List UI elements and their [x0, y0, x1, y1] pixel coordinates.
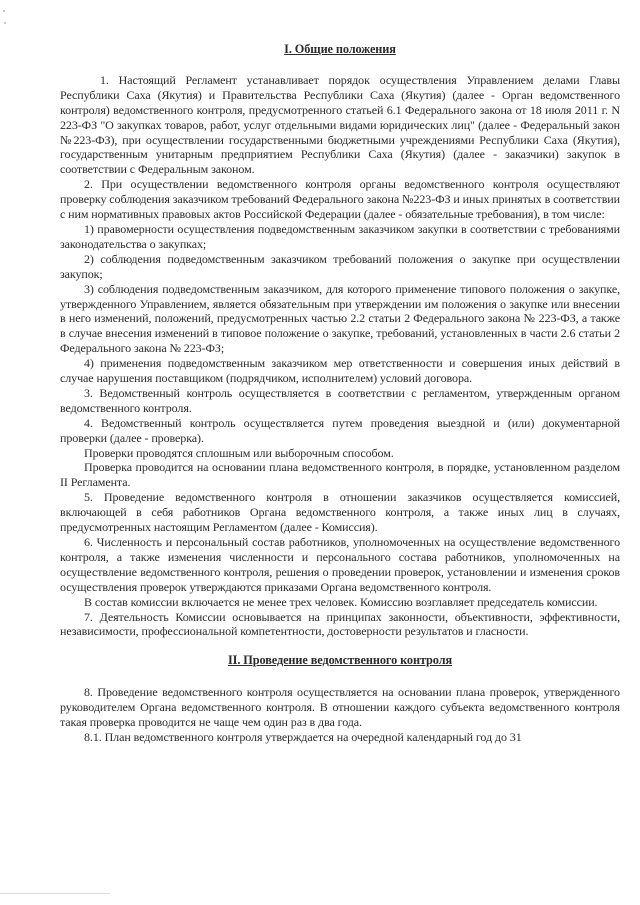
- scan-artifact: [3, 10, 5, 12]
- paragraph: 4. Ведомственный контроль осуществляется путем проведения выездной и (или) документарной проверки (далее - проверка).: [60, 415, 620, 445]
- paragraph: 2. При осуществлении ведомственного контроля органы ведомственного контроля осуществляют проверку соблюдения заказчиком требований Федерального закона №223-ФЗ и иных принятых в соответствии с ним нормативных правовых актов Российской Федерации (далее - обязательные требования), в том числе:: [60, 177, 620, 222]
- section-heading-control: II. Проведение ведомственного контроля: [227, 653, 453, 668]
- document-body: [60, 42, 620, 745]
- paragraph: 5. Проведение ведомственного контроля в отношении заказчиков осуществляется комиссией, включающей в себя работников Органа ведомственного контроля, а также иных лиц в случаях, предусмотренных настоящим Регламентом (далее - Комиссия).: [60, 490, 620, 535]
- paragraph: 8.1. План ведомственного контроля утверждается на очередной календарный год до 31: [84, 729, 522, 744]
- paragraph: 8. Проведение ведомственного контроля осуществляется на основании плана проверок, утвержденного руководителем Органа ведомственного контроля. В отношении каждого субъекта ведомственного контроля такая проверка проводится не чаще чем один раз в два года.: [60, 685, 620, 730]
- paragraph: 1) правомерности осуществления подведомственным заказчиком закупки в соответствии с требованиями законодательства о закупках;: [60, 221, 620, 251]
- paragraph: Проверка проводится на основании плана ведомственного контроля, в порядке, установленном разделом II Регламента.: [60, 460, 620, 490]
- section-heading-general: I. Общие положения: [284, 42, 396, 56]
- section-control-paragraphs: [60, 685, 620, 745]
- paragraph: 2) соблюдения подведомственным заказчиком требований положения о закупке при осуществлении закупок;: [60, 251, 620, 281]
- paragraph: Проверки проводятся сплошным или выборочным способом.: [84, 445, 394, 460]
- section-general-paragraphs: [60, 73, 620, 639]
- paragraph: 3) соблюдения подведомственным заказчиком, для которого применение типового положения о закупке, утвержденного Управлением, является обязательным при утверждении им положения о закупке или внесении в него изменений, положений, предусмотренных частью 2.2 статьи 2 Федерального закона № 223-ФЗ, а также в случае внесения изменений в типовое положение о закупке, требований, установленных в части 2.6 статьи 2 Федерального закона № 223-ФЗ;: [60, 281, 620, 356]
- paragraph: 7. Деятельность Комиссии основывается на принципах законности, объективности, эффективности, независимости, профессиональной компетентности, достоверности результатов и гласности.: [60, 609, 620, 639]
- paragraph: 1. Настоящий Регламент устанавливает порядок осуществления Управлением делами Главы Республики Саха (Якутия) и Правительства Республики Саха (Якутия) (далее - Орган ведомственного контроля) ведомственного контроля, предусмотренного статьей 6.1 Федерального закона от 18 июля 2011 г. N 223-ФЗ "О закупках товаров, работ, услуг отдельными видами юридических лиц" (далее - Федеральный закон №223-ФЗ), при осуществлении государственными бюджетными учреждениями Республики Саха (Якутия), государственным унитарным предприятием Республики Саха (Якутия) (далее - заказчики) закупок в соответствии с Федеральным законом.: [60, 72, 620, 177]
- scan-artifact: [4, 22, 6, 24]
- paragraph: 4) применения подведомственным заказчиком мер ответственности и совершения иных действий в случае нарушения поставщиком (подрядчиком, исполнителем) условий договора.: [60, 356, 620, 386]
- scan-artifact: [0, 893, 110, 894]
- paragraph: В состав комиссии включается не менее трех человек. Комиссию возглавляет председатель комиссии.: [84, 594, 598, 609]
- paragraph: 6. Численность и персональный состав работников, уполномоченных на осуществление ведомственного контроля, а также изменения численности и персонального состава работников, уполномоченных на осуществление ведомственного контроля, решения о проведении проверок, установлении и изменения сроков осуществления проверок утверждаются приказами Органа ведомственного контроля.: [60, 535, 620, 594]
- paragraph: 3. Ведомственный контроль осуществляется в соответствии с регламентом, утвержденным органом ведомственного контроля.: [60, 385, 620, 415]
